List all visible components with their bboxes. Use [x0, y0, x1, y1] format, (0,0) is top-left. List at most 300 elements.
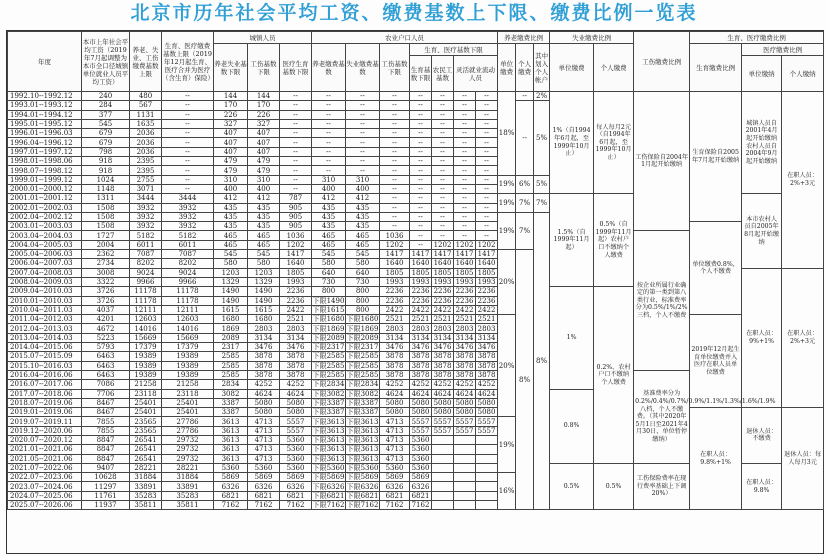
year-cell: 2019.01--2019.06 [8, 408, 82, 417]
r-med-rural-cell: -- [432, 157, 454, 166]
avg-wage-cell: 3726 [82, 296, 130, 305]
r-injury-cell: -- [380, 147, 410, 156]
r-injury-cell: -- [380, 203, 410, 212]
r-med-flex2-cell: -- [476, 147, 498, 156]
r-injury-cell: -- [380, 222, 410, 231]
r-med-rural-cell: 2521 [432, 315, 454, 324]
avg-wage-cell: 240 [82, 92, 130, 101]
page-title: 北京市历年社会平均工资、缴费基数上下限、缴费比例一览表 [130, 2, 698, 24]
u-injury-cell: 1329 [248, 277, 280, 286]
u-pension-cell: 1615 [214, 305, 248, 314]
pension-unit-ratio: 19% [498, 175, 516, 194]
unemp-person-ratio: 每人每月2元（自1994年6月起，至1999年10月止） [594, 92, 634, 194]
r-injury-cell: 4713 [380, 417, 410, 426]
pension-cap-cell: 1131 [130, 110, 162, 119]
u-med-cell: 905 [280, 203, 312, 212]
r-med-flex2-cell: 2803 [476, 324, 498, 333]
u-pension-cell: 226 [214, 110, 248, 119]
avg-wage-cell: 4201 [82, 315, 130, 324]
r-pension-cell: 下限2317 [312, 343, 345, 352]
pension-unit-ratio: 18% [498, 92, 516, 176]
col-p-unit: 单位缴费 [498, 44, 516, 92]
col-r-unemp: 失业缴费基数 [346, 44, 380, 92]
med-cap-cell: -- [162, 175, 214, 184]
med-cap-cell: 3932 [162, 212, 214, 221]
unemp-person-ratio: 0.2%，农村户口不缴纳个人缴费 [594, 287, 634, 464]
r-pension-cell: -- [312, 166, 346, 175]
r-unemp-cell: 465 [346, 231, 380, 240]
u-pension-cell: 545 [214, 250, 248, 259]
r-injury-cell: 3134 [380, 333, 410, 342]
pension-cap-cell: 15669 [130, 333, 162, 342]
u-injury-cell: 4713 [248, 445, 280, 454]
med-unit-note: 本市农村人员自2005年8月起开始缴纳 [742, 194, 782, 268]
u-med-cell: 4252 [280, 380, 312, 389]
u-pension-cell: 327 [214, 119, 248, 128]
r-med-flex-cell: -- [454, 101, 476, 110]
r-unemp-cell: 下限2834 [346, 380, 379, 389]
year-cell: 1993.01--1993.12 [8, 101, 82, 110]
r-birth-cell: 2236 [410, 287, 432, 296]
u-pension-cell: 170 [214, 101, 248, 110]
med-cap-cell: 29732 [162, 435, 214, 444]
unemp-person-ratio: 0.5% [594, 463, 634, 509]
r-med-flex-cell: 3878 [454, 361, 476, 370]
u-med-cell: 5080 [280, 398, 312, 407]
r-birth-cell: 5557 [410, 426, 432, 435]
r-injury-cell: 1417 [380, 250, 410, 259]
r-unemp-cell: 下限2585 [346, 371, 379, 380]
injury-ratio-note: 基准费率分为0.2%/0.4%/0.7%/0.9%/1.1%/1.3%/1.6%/1.9%八档，个人不缴费。（其中2020年5月1日至2021年4月30日，单位暂停缴纳） [634, 370, 690, 463]
r-med-rural-cell: 3476 [432, 343, 454, 352]
year-cell: 2009.04--2010.03 [8, 287, 82, 296]
pension-cap-cell: 33891 [130, 482, 162, 491]
r-med-rural-cell: -- [432, 203, 454, 212]
u-injury-cell: 327 [248, 119, 280, 128]
r-med-flex2-cell: 3878 [476, 352, 498, 361]
year-cell: 2007.04--2008.03 [8, 268, 82, 277]
pension-unit-ratio: 19% [498, 212, 516, 249]
r-injury-cell: 7162 [380, 501, 410, 510]
r-med-flex2-cell: 1640 [476, 259, 498, 268]
r-med-flex-cell [454, 445, 476, 454]
r-unemp-cell: 下限3613 [346, 436, 379, 445]
r-injury-cell: 4713 [380, 426, 410, 435]
pension-cap-cell: 3932 [130, 212, 162, 221]
r-birth-cell: -- [410, 110, 432, 119]
year-cell: 2021.07--2022.06 [8, 463, 82, 472]
r-birth-cell: 5360 [410, 435, 432, 444]
r-pension-cell: 下限2585 [312, 361, 345, 370]
r-med-flex2-cell: 2422 [476, 305, 498, 314]
u-med-cell: -- [280, 175, 312, 184]
pension-unit-ratio: 20% [498, 315, 516, 417]
r-med-rural-cell: 5557 [432, 426, 454, 435]
pension-cap-cell: 28221 [130, 463, 162, 472]
u-med-cell: 1805 [280, 268, 312, 277]
r-med-flex2-cell: 2236 [476, 296, 498, 305]
r-med-flex2-cell: -- [476, 175, 498, 184]
r-unemp-cell: 400 [346, 184, 380, 193]
med-cap-cell: 17379 [162, 343, 214, 352]
r-unemp-cell: 800 [346, 296, 380, 305]
r-unemp-cell: 730 [346, 277, 380, 286]
r-med-flex-cell: 5557 [454, 426, 476, 435]
r-med-flex-cell: 3878 [454, 370, 476, 379]
r-injury-cell: 5080 [380, 398, 410, 407]
col-birth-ratio: 生育缴费比例 [690, 44, 742, 92]
med-cap-cell: -- [162, 119, 214, 128]
r-med-flex-cell: 1805 [454, 268, 476, 277]
med-cap-cell: 35283 [162, 491, 214, 500]
r-med-flex-cell: -- [454, 119, 476, 128]
pension-cap-cell: 6011 [130, 240, 162, 249]
r-med-flex-cell: -- [454, 110, 476, 119]
r-pension-cell: 465 [312, 240, 346, 249]
r-unemp-cell: -- [346, 101, 380, 110]
u-injury-cell: 6821 [248, 491, 280, 500]
r-birth-cell: 3134 [410, 333, 432, 342]
r-unemp-cell: 下限1869 [346, 324, 379, 333]
r-med-flex2-cell: 5557 [476, 417, 498, 426]
group-med-sub: 医疗缴费比例 [742, 44, 824, 56]
pension-cap-cell: 25401 [130, 408, 162, 417]
r-injury-cell: -- [380, 166, 410, 175]
pension-cap-cell: 26541 [130, 435, 162, 444]
med-unit-note: 城镇人员自2001年4月起开始缴纳农村人员自2004年9月起开始缴纳 [742, 92, 782, 194]
r-med-flex-cell [454, 491, 476, 500]
r-pension-cell: 下限3613 [312, 436, 345, 445]
r-unemp-cell: 下限3387 [346, 398, 379, 407]
pension-unit-ratio: 19% [498, 194, 516, 213]
r-med-rural-cell: -- [432, 147, 454, 156]
r-birth-cell: 7162 [410, 501, 432, 510]
r-injury-cell: -- [380, 157, 410, 166]
u-med-cell: 905 [280, 212, 312, 221]
u-pension-cell: 400 [214, 184, 248, 193]
u-pension-cell: 407 [214, 138, 248, 147]
avg-wage-cell: 7086 [82, 380, 130, 389]
avg-wage-cell: 8467 [82, 408, 130, 417]
r-med-flex-cell: -- [454, 157, 476, 166]
r-birth-cell: -- [410, 92, 432, 101]
r-injury-cell: 2236 [380, 287, 410, 296]
r-birth-cell: 3476 [410, 343, 432, 352]
r-med-rural-cell: 1993 [432, 277, 454, 286]
med-cap-cell: -- [162, 138, 214, 147]
pension-account-ratio: 7% [534, 194, 550, 213]
r-unemp-cell: 545 [346, 250, 380, 259]
year-cell: 2008.04--2009.03 [8, 277, 82, 286]
year-cell: 2018.07--2019.06 [8, 398, 82, 407]
r-med-flex2-cell: -- [476, 92, 498, 101]
unemp-person-ratio: 0.5%（自1999年11月起）农村户口不缴纳个人缴费 [594, 194, 634, 287]
u-pension-cell: 465 [214, 240, 248, 249]
r-pension-cell: 下限1680 [312, 315, 345, 324]
u-med-cell: 3878 [280, 361, 312, 370]
pension-cap-cell: 2395 [130, 166, 162, 175]
r-unemp-cell: 下限3082 [346, 389, 379, 398]
avg-wage-cell: 10628 [82, 473, 130, 482]
col-u-person-ratio: 个人缴费 [594, 44, 634, 92]
r-unemp-cell: 下限6821 [346, 491, 379, 500]
pension-cap-cell: 17379 [130, 343, 162, 352]
r-injury-cell: 4713 [380, 454, 410, 463]
r-med-rural-cell: 3878 [432, 361, 454, 370]
u-pension-cell: 479 [214, 166, 248, 175]
med-cap-cell: 33891 [162, 482, 214, 491]
u-pension-cell: 1680 [214, 315, 248, 324]
injury-ratio-note: 工伤保险费率在现行费率基础上下调20%） [634, 463, 690, 509]
r-med-flex-cell: -- [454, 175, 476, 184]
u-pension-cell: 407 [214, 147, 248, 156]
med-cap-cell: -- [162, 184, 214, 193]
u-med-cell: 2236 [280, 296, 312, 305]
r-birth-cell: -- [410, 231, 432, 240]
year-cell: 1997.01--1997.12 [8, 147, 82, 156]
r-birth-cell: -- [410, 138, 432, 147]
r-med-flex-cell: 5557 [454, 417, 476, 426]
col-avg-wage: 本市上年社会平均工资（2019年7月起调整为本市全口径城镇单位就业人员平均工资） [82, 32, 130, 92]
u-med-cell: -- [280, 101, 312, 110]
r-birth-cell: 1640 [410, 259, 432, 268]
u-med-cell: 5360 [280, 463, 312, 472]
u-injury-cell: 5080 [248, 398, 280, 407]
r-birth-cell: 6326 [410, 482, 432, 491]
u-pension-cell: 435 [214, 203, 248, 212]
u-med-cell: 3476 [280, 343, 312, 352]
r-injury-cell: 6821 [380, 491, 410, 500]
rates-table-frame [6, 30, 824, 554]
avg-wage-cell: 6463 [82, 370, 130, 379]
r-med-rural-cell: -- [432, 222, 454, 231]
med-cap-cell: 12603 [162, 315, 214, 324]
r-med-flex-cell: -- [454, 166, 476, 175]
u-med-cell: 5360 [280, 454, 312, 463]
col-med-unit: 单位缴纳 [742, 56, 782, 92]
r-injury-cell: 3878 [380, 370, 410, 379]
r-med-rural-cell: -- [432, 129, 454, 138]
r-pension-cell: -- [312, 157, 346, 166]
u-injury-cell: 5869 [248, 473, 280, 482]
r-injury-cell: -- [380, 110, 410, 119]
r-med-flex-cell [454, 435, 476, 444]
r-birth-cell: 3878 [410, 352, 432, 361]
col-r-birth: 生育基数下限 [410, 56, 432, 92]
u-pension-cell: 6326 [214, 482, 248, 491]
year-cell: 2012.04--2013.03 [8, 324, 82, 333]
u-pension-cell: 2585 [214, 352, 248, 361]
year-cell: 1998.01--1998.06 [8, 157, 82, 166]
r-injury-cell: -- [380, 129, 410, 138]
r-med-rural-cell: -- [432, 231, 454, 240]
r-birth-cell: 1993 [410, 277, 432, 286]
table-head [8, 32, 824, 92]
r-med-rural-cell: -- [432, 166, 454, 175]
u-pension-cell: 3613 [214, 454, 248, 463]
r-med-flex-cell: -- [454, 92, 476, 101]
r-pension-cell: 400 [312, 184, 346, 193]
avg-wage-cell: 1508 [82, 203, 130, 212]
avg-wage-cell: 918 [82, 166, 130, 175]
u-med-cell: 6821 [280, 491, 312, 500]
u-injury-cell: 3476 [248, 343, 280, 352]
r-med-flex2-cell: -- [476, 157, 498, 166]
u-injury-cell: 412 [248, 194, 280, 203]
year-cell: 2016.04--2016.06 [8, 370, 82, 379]
r-injury-cell: 1993 [380, 277, 410, 286]
u-pension-cell: 2585 [214, 361, 248, 370]
u-pension-cell: 435 [214, 222, 248, 231]
r-med-flex-cell: -- [454, 231, 476, 240]
u-injury-cell: 479 [248, 157, 280, 166]
u-injury-cell: 479 [248, 166, 280, 175]
year-cell: 2006.04--2007.03 [8, 259, 82, 268]
pension-cap-cell: 23565 [130, 426, 162, 435]
pension-cap-cell: 567 [130, 101, 162, 110]
r-unemp-cell: 下限3613 [346, 417, 379, 426]
avg-wage-cell: 3008 [82, 268, 130, 277]
u-pension-cell: 144 [214, 92, 248, 101]
avg-wage-cell: 1148 [82, 184, 130, 193]
u-med-cell: 3878 [280, 352, 312, 361]
u-injury-cell: 3878 [248, 370, 280, 379]
r-med-flex2-cell [476, 463, 498, 472]
u-injury-cell: 7162 [248, 501, 280, 510]
med-cap-cell: 21258 [162, 380, 214, 389]
r-pension-cell: 下限3613 [312, 426, 345, 435]
u-pension-cell: 2834 [214, 380, 248, 389]
r-med-flex-cell: 2422 [454, 305, 476, 314]
u-med-cell: -- [280, 166, 312, 175]
r-med-flex-cell [454, 482, 476, 491]
r-birth-cell: -- [410, 129, 432, 138]
med-cap-cell: 35811 [162, 501, 214, 510]
r-pension-cell: 下限2585 [312, 371, 345, 380]
u-pension-cell: 1329 [214, 277, 248, 286]
u-pension-cell: 3613 [214, 417, 248, 426]
col-r-med-flex: 灵活就业流动人员 [454, 56, 498, 92]
u-med-cell: -- [280, 129, 312, 138]
r-injury-cell: 4252 [380, 380, 410, 389]
u-pension-cell: 3613 [214, 445, 248, 454]
group-rural: 农业户口人员 [312, 32, 498, 44]
r-med-flex2-cell [476, 435, 498, 444]
group-r-med: 生育、医疗基数下限 [410, 44, 498, 56]
med-cap-cell: 14016 [162, 324, 214, 333]
avg-wage-cell: 9407 [82, 463, 130, 472]
r-unemp-cell: 435 [346, 203, 380, 212]
r-med-flex2-cell: -- [476, 138, 498, 147]
year-cell: 1996.01--1996.03 [8, 129, 82, 138]
avg-wage-cell: 1024 [82, 175, 130, 184]
r-injury-cell: 5869 [380, 473, 410, 482]
u-injury-cell: 465 [248, 240, 280, 249]
r-med-flex2-cell: 5080 [476, 398, 498, 407]
r-med-flex-cell: 3878 [454, 352, 476, 361]
med-cap-cell: -- [162, 110, 214, 119]
med-cap-cell: 19389 [162, 352, 214, 361]
r-med-flex2-cell: -- [476, 166, 498, 175]
u-injury-cell: 465 [248, 231, 280, 240]
r-med-flex-cell: 3134 [454, 333, 476, 342]
table-row [8, 222, 824, 231]
u-med-cell: -- [280, 184, 312, 193]
r-med-rural-cell [432, 491, 454, 500]
r-injury-cell: 1640 [380, 259, 410, 268]
r-pension-cell: 下限5360 [312, 464, 345, 473]
avg-wage-cell: 7855 [82, 426, 130, 435]
u-pension-cell: 3387 [214, 398, 248, 407]
r-med-rural-cell: 4624 [432, 389, 454, 398]
r-med-flex-cell: 1202 [454, 240, 476, 249]
r-pension-cell: -- [312, 119, 346, 128]
pension-cap-cell: 23565 [130, 417, 162, 426]
r-med-flex2-cell [476, 445, 498, 454]
pension-personal-ratio: -- [516, 101, 534, 175]
avg-wage-cell: 11937 [82, 501, 130, 510]
u-pension-cell: 3082 [214, 389, 248, 398]
r-birth-cell: -- [410, 101, 432, 110]
r-med-rural-cell: 1417 [432, 250, 454, 259]
year-cell: 2013.04--2014.03 [8, 333, 82, 342]
r-pension-cell: 下限2585 [312, 352, 345, 361]
r-med-flex2-cell: -- [476, 119, 498, 128]
r-med-rural-cell: 4252 [432, 380, 454, 389]
r-med-flex-cell: -- [454, 194, 476, 203]
u-injury-cell: 3878 [248, 361, 280, 370]
r-unemp-cell: -- [346, 92, 380, 101]
r-unemp-cell: 310 [346, 175, 380, 184]
avg-wage-cell: 679 [82, 129, 130, 138]
u-med-cell: -- [280, 147, 312, 156]
u-med-cell: -- [280, 157, 312, 166]
med-cap-cell: 3444 [162, 194, 214, 203]
avg-wage-cell: 11297 [82, 482, 130, 491]
u-injury-cell: 580 [248, 259, 280, 268]
r-med-flex2-cell [476, 482, 498, 491]
r-med-flex-cell: 5080 [454, 398, 476, 407]
avg-wage-cell: 545 [82, 119, 130, 128]
u-pension-cell: 3613 [214, 435, 248, 444]
r-pension-cell: 下限3613 [312, 454, 345, 463]
med-cap-cell: 8202 [162, 259, 214, 268]
pension-cap-cell: 31884 [130, 473, 162, 482]
r-injury-cell: -- [380, 212, 410, 221]
r-pension-cell: 640 [312, 268, 346, 277]
year-cell: 2002.04--2002.12 [8, 212, 82, 221]
med-cap-cell: 29732 [162, 454, 214, 463]
u-med-cell: -- [280, 110, 312, 119]
pension-cap-cell: 2036 [130, 138, 162, 147]
med-cap-cell: 25401 [162, 398, 214, 407]
pension-cap-cell: 2036 [130, 147, 162, 156]
r-pension-cell: 下限3387 [312, 408, 345, 417]
r-injury-cell: 5080 [380, 408, 410, 417]
r-birth-cell: 2803 [410, 324, 432, 333]
r-med-flex2-cell: 4252 [476, 380, 498, 389]
pension-account-ratio: 5% [534, 175, 550, 194]
u-pension-cell: 5869 [214, 473, 248, 482]
pension-personal-ratio: 6% [516, 175, 534, 194]
group-unemp-ratio: 失业缴费比例 [550, 32, 634, 44]
r-pension-cell: 730 [312, 277, 346, 286]
r-unemp-cell: 下限1680 [346, 315, 379, 324]
birth-ratio-note: 在职人员：9.8%+1% [690, 408, 742, 510]
col-med-cap: 生育、医疗缴费基数上限（2019年12月起生育、医疗合并为医疗（含生育）保险） [162, 32, 214, 92]
r-pension-cell: 下限6821 [312, 491, 345, 500]
year-cell: 2023.07--2024.06 [8, 482, 82, 491]
